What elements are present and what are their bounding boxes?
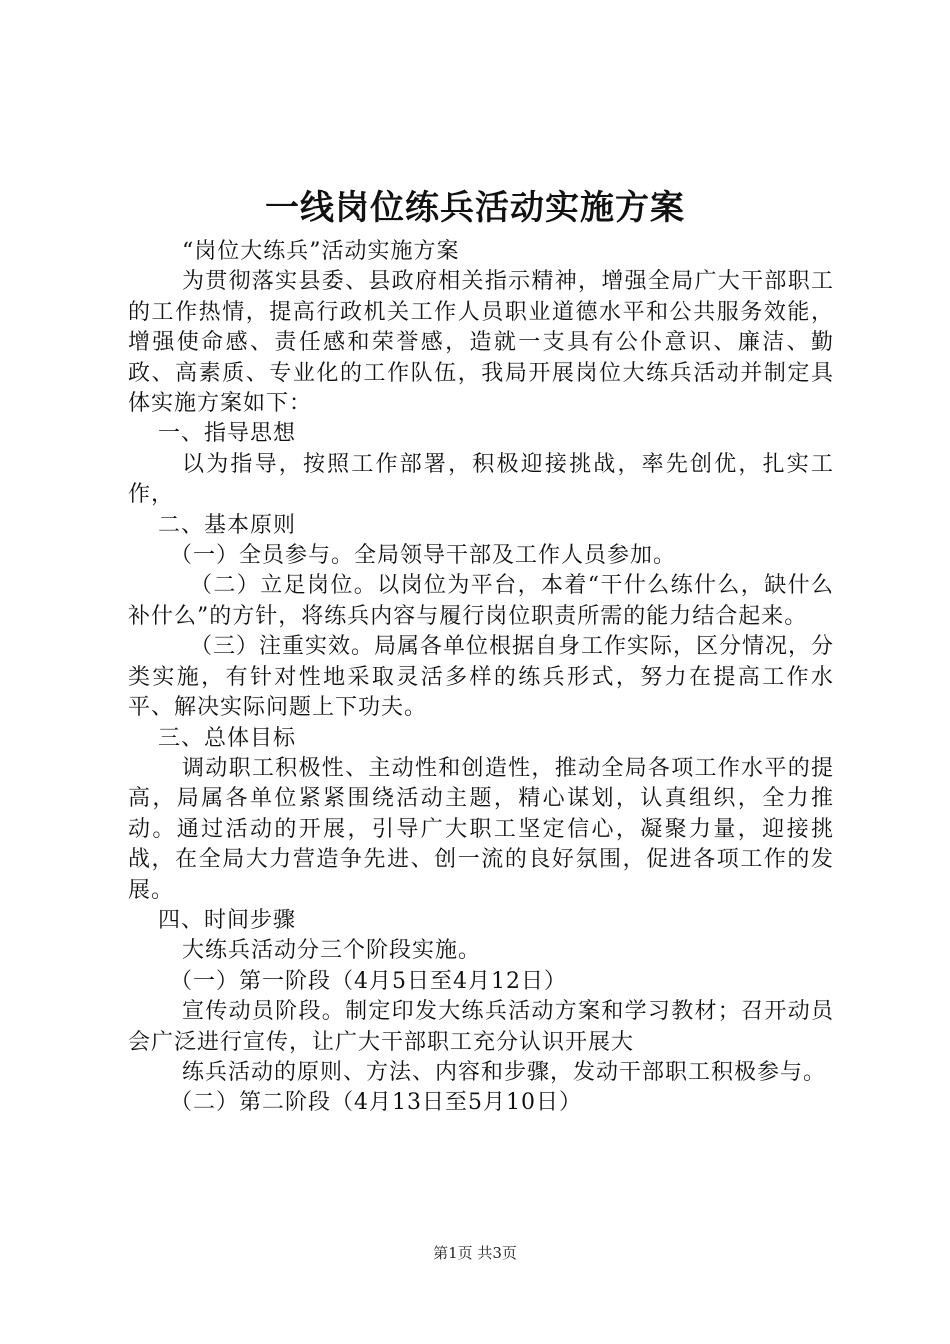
time-steps-intro-paragraph: 大练兵活动分三个阶段实施。 — [182, 938, 482, 964]
principle-3-paragraph: （三）注重实效。局属各单位根据自身工作实际，区分情况，分类实施，有针对性地采取灵活多样的练兵形式，努力在提高工作水平、解决实际问题上下功夫。 — [128, 634, 835, 721]
subtitle-paragraph: “岗位大练兵”活动实施方案 — [182, 239, 460, 264]
section-heading-overall-goal: 三、总体目标 — [158, 725, 297, 751]
overall-goal-paragraph: 调动职工积极性、主动性和创造性，推动全局各项工作水平的提高，局属各单位紧紧围绕活动主题，精心谋划，认真组织，全力推动。通过活动的开展，引导广大职工坚定信心，凝聚力量，迎接挑战，在全局大力营造争先进、创一流的良好氛围，促进各项工作的发展。 — [128, 755, 834, 903]
page-footer: 第1页 共3页 — [433, 1244, 517, 1262]
guiding-thought-paragraph: 以为指导，按照工作部署，积极迎接挑战，率先创优，扎实工作， — [128, 451, 834, 508]
stage-1-paragraph-a: 宣传动员阶段。制定印发大练兵活动方案和学习教材；召开动员会广泛进行宣传，让广大干部职工充分认识开展大 — [128, 999, 834, 1055]
section-heading-basic-principles: 二、基本原则 — [158, 512, 297, 538]
document-title: 一线岗位练兵活动实施方案 — [265, 188, 685, 228]
document-body — [128, 237, 834, 1119]
intro-paragraph: 为贯彻落实县委、县政府相关指示精神，增强全局广大干部职工的工作热情，提高行政机关工作人员职业道德水平和公共服务效能，增强使命感、责任感和荣誉感，造就一支具有公仆意识、廉洁、勤政、高素质、专业化的工作队伍，我局开展岗位大练兵活动并制定具体实施方案如下： — [128, 269, 834, 417]
section-heading-guiding-thought: 一、指导思想 — [158, 421, 297, 447]
section-heading-time-steps: 四、时间步骤 — [158, 907, 297, 933]
stage-1-heading: （一）第一阶段（4月5日至4月12日） — [170, 968, 567, 994]
principle-2-paragraph: （二）立足岗位。以岗位为平台，本着“干什么练什么，缺什么补什么”的方针，将练兵内容与履行岗位职责所需的能力结合起来。 — [128, 573, 834, 629]
stage-1-paragraph-b: 练兵活动的原则、方法、内容和步骤，发动干部职工积极参与。 — [182, 1059, 827, 1085]
principle-1-paragraph: （一）全员参与。全局领导干部及工作人员参加。 — [170, 543, 677, 569]
stage-2-heading: （二）第二阶段（4月13日至5月10日） — [170, 1090, 582, 1116]
